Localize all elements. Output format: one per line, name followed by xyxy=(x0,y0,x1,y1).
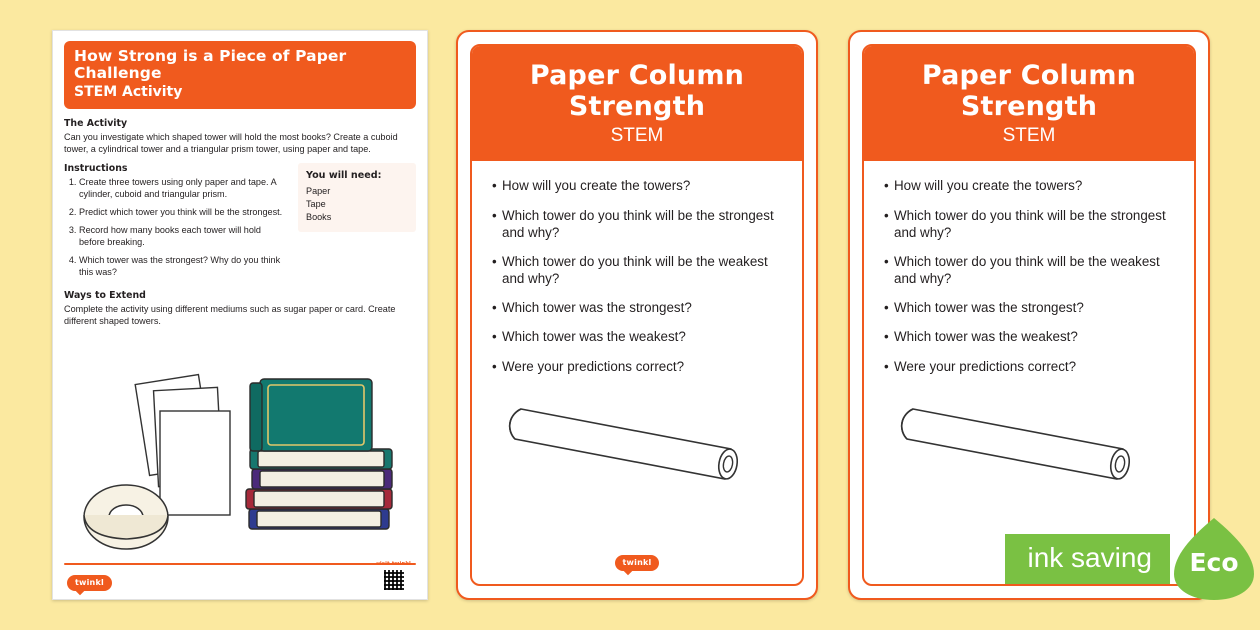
qr-code-icon xyxy=(383,569,405,591)
materials-illustration xyxy=(64,369,416,569)
list-item: 2. Predict which tower you think will be the strongest. xyxy=(79,206,288,218)
card-title-line2: Strength xyxy=(568,91,706,123)
list-item: • How will you create the towers? xyxy=(492,177,784,194)
card-title-line2: Strength xyxy=(960,91,1098,123)
tape-roll-icon xyxy=(84,485,168,549)
list-item: 3. Record how many books each tower will hold before breaking. xyxy=(79,224,288,248)
list-item: • Which tower do you think will be the weakest and why? xyxy=(492,253,784,287)
list-item: • Were your predictions correct? xyxy=(884,358,1176,375)
instructions-block xyxy=(64,163,288,285)
card-header xyxy=(472,46,802,161)
card-title-line1: Paper Column xyxy=(529,60,745,91)
footer-divider xyxy=(64,563,416,565)
visit-twinkl-label: visit twinkl xyxy=(376,561,411,567)
list-item: • Which tower do you think will be the strongest and why? xyxy=(492,207,784,241)
book-stack-icon xyxy=(246,379,392,529)
you-will-need-list xyxy=(306,185,408,224)
footer-right xyxy=(376,561,411,591)
instructions-list xyxy=(64,176,288,279)
ways-to-extend-text: Complete the activity using different mediums such as sugar paper or card. Create different shaped towers. xyxy=(64,304,396,327)
list-item: • Which tower was the strongest? xyxy=(492,299,784,316)
you-will-need-box xyxy=(298,163,416,233)
activity-sheet-body xyxy=(64,118,416,328)
question-card-2 xyxy=(848,30,1210,600)
page-title: How Strong is a Piece of Paper Challenge xyxy=(74,47,347,83)
rolled-paper-tube-icon xyxy=(895,387,1165,487)
instructions-heading: Instructions xyxy=(64,162,128,174)
card-subtitle: STEM xyxy=(1002,124,1056,146)
activity-text: Can you investigate which shaped tower will hold the most books? Create a cuboid tower, a cylindrical tower and a triangular prism tower, using paper and tape. xyxy=(64,131,398,154)
twinkl-logo: twinkl xyxy=(67,575,112,591)
activity-sheet-header xyxy=(64,41,416,109)
question-card-1 xyxy=(456,30,818,600)
activity-heading: The Activity xyxy=(64,117,128,129)
card-header xyxy=(864,46,1194,161)
footer-left xyxy=(67,575,112,591)
list-item: Tape xyxy=(306,198,326,209)
ink-saving-label: ink saving xyxy=(1005,534,1170,584)
list-item: • Which tower was the weakest? xyxy=(884,328,1176,345)
card-questions xyxy=(472,161,802,552)
eco-leaf-icon xyxy=(1168,516,1260,602)
ways-to-extend-heading: Ways to Extend xyxy=(64,290,146,302)
card-questions xyxy=(864,161,1194,571)
ways-to-extend-block xyxy=(64,290,416,327)
rolled-paper-tube-icon xyxy=(503,387,773,487)
list-item: • How will you create the towers? xyxy=(884,177,1176,194)
ink-saving-eco-badge xyxy=(1005,516,1260,602)
activity-sheet xyxy=(52,30,428,600)
list-item: 4. Which tower was the strongest? Why do you think this was? xyxy=(79,254,288,278)
eco-word: Eco xyxy=(1189,548,1239,577)
page-subtitle: STEM Activity xyxy=(74,83,183,100)
list-item: 1. Create three towers using only paper and tape. A cylinder, cuboid and triangular prism. xyxy=(79,176,288,200)
list-item: Books xyxy=(306,211,332,222)
you-will-need-heading: You will need: xyxy=(306,169,382,181)
paper-tape-books-icon xyxy=(64,369,418,569)
card-subtitle: STEM xyxy=(610,124,664,146)
twinkl-logo: twinkl xyxy=(615,555,660,571)
list-item: • Which tower was the strongest? xyxy=(884,299,1176,316)
list-item: • Which tower do you think will be the strongest and why? xyxy=(884,207,1176,241)
card-footer xyxy=(472,552,802,584)
list-item: • Which tower do you think will be the weakest and why? xyxy=(884,253,1176,287)
list-item: • Were your predictions correct? xyxy=(492,358,784,375)
card-title-line1: Paper Column xyxy=(921,60,1137,91)
list-item: • Which tower was the weakest? xyxy=(492,328,784,345)
list-item: Paper xyxy=(306,185,331,196)
